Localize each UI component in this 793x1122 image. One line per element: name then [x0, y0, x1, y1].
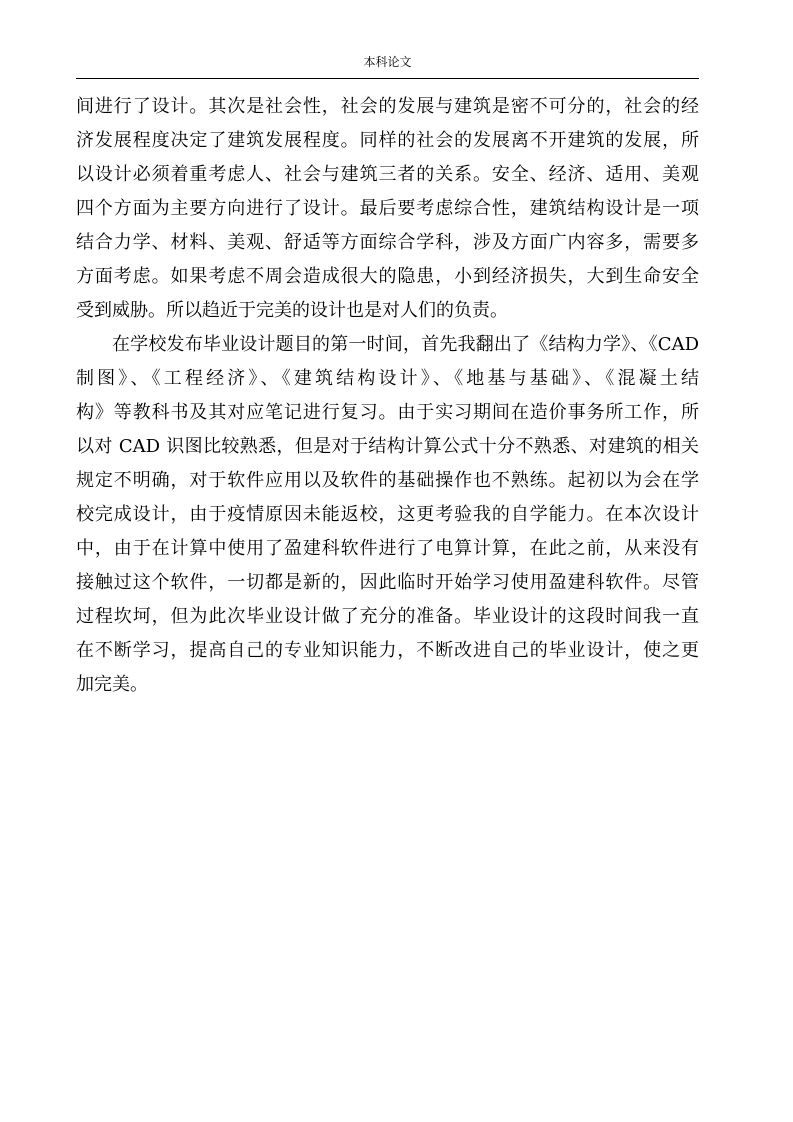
text-line: 济发展程度决定了建筑发展程度。同样的社会的发展离不开建筑的发展，所 — [76, 130, 699, 151]
text-line: 受到威胁。所以趋近于完美的设计也是对人们的负责。 — [76, 300, 508, 321]
text-line: 方面考虑。如果考虑不周会造成很大的隐患，小到经济损失，大到生命安全 — [76, 266, 699, 287]
text-line: 加完美。 — [76, 674, 148, 695]
text-line: 校完成设计，由于疫情原因未能返校，这更考验我的自学能力。在本次设计 — [76, 504, 699, 525]
paragraph-2 — [76, 328, 699, 702]
text-line: 以设计必须着重考虑人、社会与建筑三者的关系。安全、经济、适用、美观 — [76, 164, 699, 185]
text-line: 制图》、《工程经济》、《建筑结构设计》、《地基与基础》、《混凝土结 — [76, 368, 699, 389]
paragraph-1 — [76, 90, 699, 328]
text-line: 以对 CAD 识图比较熟悉，但是对于结构计算公式十分不熟悉、对建筑的相关 — [76, 436, 699, 457]
text-line: 过程坎坷，但为此次毕业设计做了充分的准备。毕业设计的这段时间我一直 — [76, 606, 699, 627]
text-line: 规定不明确，对于软件应用以及软件的基础操作也不熟练。起初以为会在学 — [76, 470, 699, 491]
page-header — [76, 54, 699, 79]
text-line: 间进行了设计。其次是社会性，社会的发展与建筑是密不可分的，社会的经 — [76, 96, 699, 117]
text-line: 中，由于在计算中使用了盈建科软件进行了电算计算，在此之前，从来没有 — [76, 538, 699, 559]
text-line: 接触过这个软件，一切都是新的，因此临时开始学习使用盈建科软件。尽管 — [76, 572, 699, 593]
text-line: 四个方面为主要方向进行了设计。最后要考虑综合性，建筑结构设计是一项 — [76, 198, 699, 219]
text-line: 构》等教科书及其对应笔记进行复习。由于实习期间在造价事务所工作，所 — [76, 402, 699, 423]
text-line: 结合力学、材料、美观、舒适等方面综合学科，涉及方面广内容多，需要多 — [76, 232, 699, 253]
header-title: 本科论文 — [363, 55, 412, 69]
text-line: 在学校发布毕业设计题目的第一时间，首先我翻出了《结构力学》、《CAD — [112, 334, 699, 355]
text-line: 在不断学习，提高自己的专业知识能力，不断改进自己的毕业设计，使之更 — [76, 640, 699, 661]
body-text — [76, 90, 699, 702]
